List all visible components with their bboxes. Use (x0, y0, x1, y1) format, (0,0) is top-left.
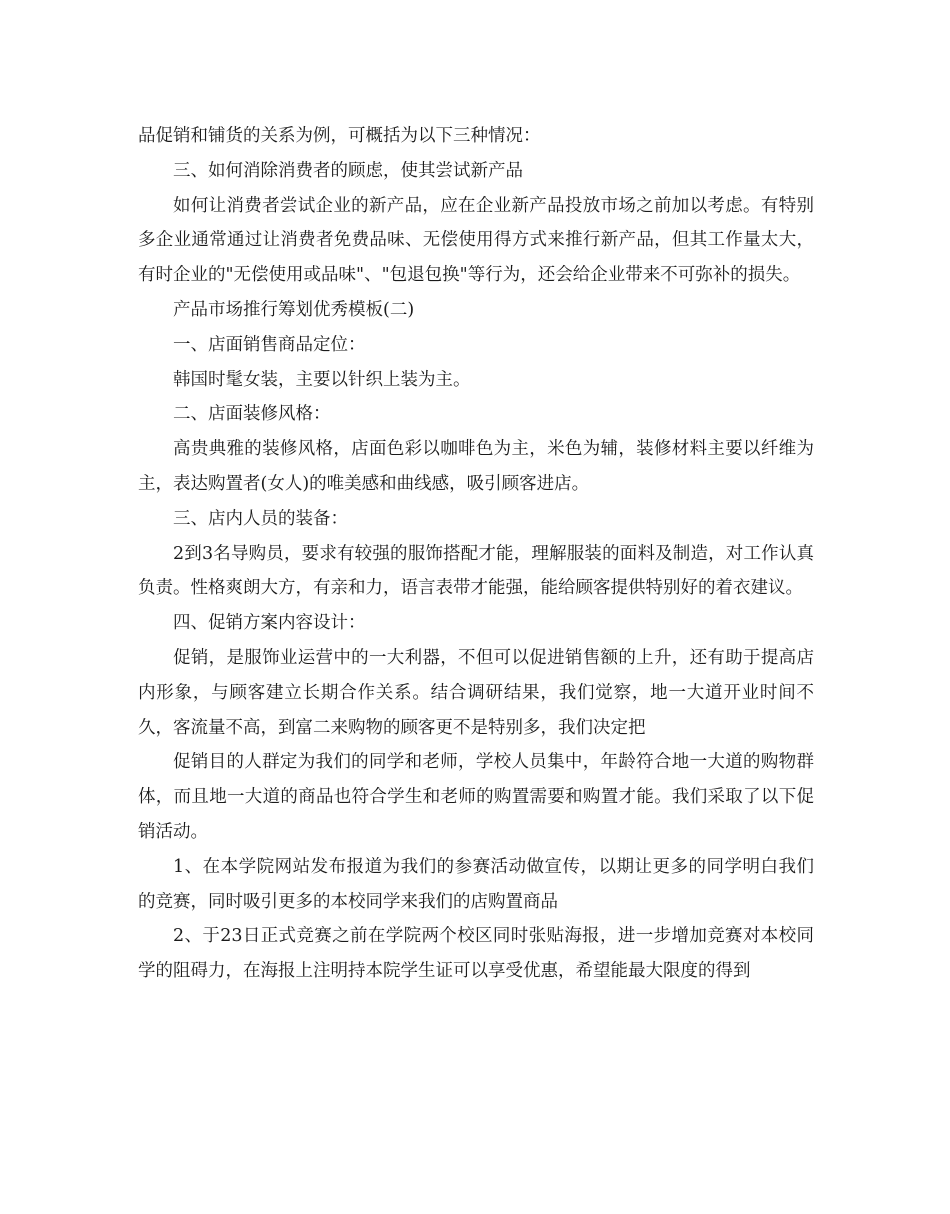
list-item: 2、于23日正式竞赛之前在学院两个校区同时张贴海报，进一步增加竞赛对本校同学的阻碍力，在海报上注明持本院学生证可以享受优惠，希望能最大限度的得到 (138, 926, 814, 982)
paragraph: 2到3名导购员，要求有较强的服饰搭配才能，理解服装的面料及制造，对工作认真负责。性格爽朗大方，有亲和力，语言表带才能强，能给顾客提供特别好的着衣建议。 (138, 543, 814, 599)
section-heading: 一、店面销售商品定位： (173, 334, 366, 355)
section-heading: 二、店面装修风格： (173, 404, 331, 425)
document-subtitle: 产品市场推行筹划优秀模板(二) (173, 299, 415, 320)
list-item: 1、在本学院网站发布报道为我们的参赛活动做宣传，以期让更多的同学明白我们的竞赛，同时吸引更多的本校同学来我们的店购置商品 (138, 856, 814, 912)
paragraph: 韩国时髦女装，主要以针织上装为主。 (173, 369, 471, 390)
document-body (138, 119, 814, 989)
section-heading: 三、店内人员的装备： (173, 508, 348, 529)
paragraph: 促销，是服饰业运营中的一大利器，不但可以促进销售额的上升，还有助于提高店内形象，与顾客建立长期合作关系。结合调研结果，我们觉察，地一大道开业时间不久，客流量不高，到富二来购物的顾客更不是特别多，我们决定把 (138, 647, 814, 738)
paragraph: 高贵典雅的装修风格，店面色彩以咖啡色为主，米色为辅，装修材料主要以纤维为主，表达购置者(女人)的唯美感和曲线感，吸引顾客进店。 (138, 439, 814, 494)
section-heading: 四、促销方案内容设计： (173, 613, 366, 634)
paragraph: 如何让消费者尝试企业的新产品，应在企业新产品投放市场之前加以考虑。有特别多企业通常通过让消费者免费品味、无偿使用得方式来推行新产品，但其工作量太大，有时企业的"无偿使用或品味"、"包退包换"等行为，还会给企业带来不可弥补的损失。 (138, 195, 814, 286)
paragraph: 促销目的人群定为我们的同学和老师，学校人员集中，年龄符合地一大道的购物群体，而且地一大道的商品也符合学生和老师的购置需要和购置才能。我们采取了以下促销活动。 (138, 752, 814, 842)
section-heading: 三、如何消除消费者的顾虑，使其尝试新产品 (173, 160, 523, 181)
paragraph-continuation: 品促销和铺货的关系为例，可概括为以下三种情况： (138, 126, 541, 146)
